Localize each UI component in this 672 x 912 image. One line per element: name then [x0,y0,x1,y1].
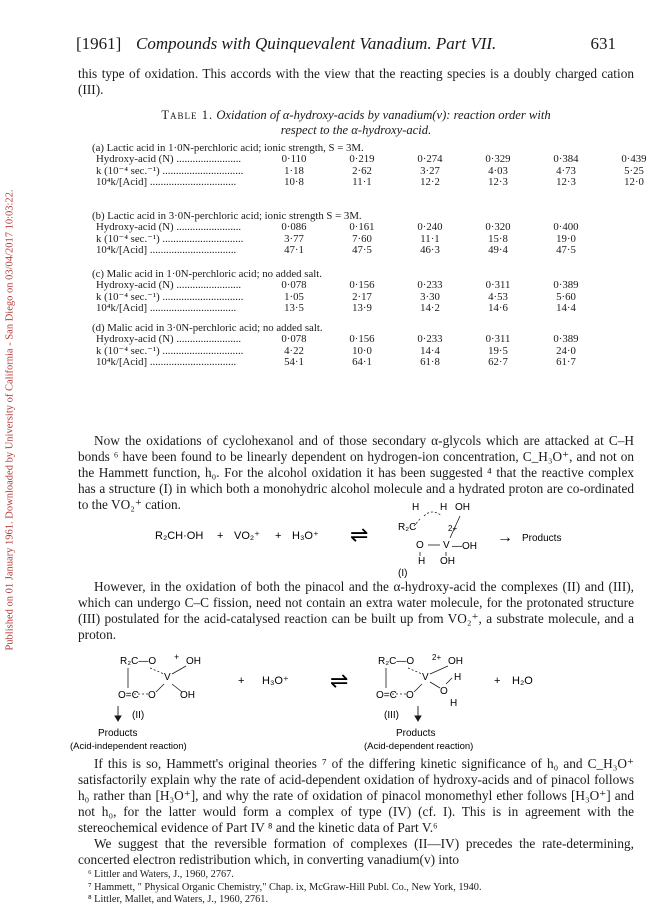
condition-left: (Acid-independent reaction) [70,741,187,752]
running-header [76,34,616,56]
footnote-7: ⁷ Hammett, " Physical Organic Chemistry," Chap. ix, McGraw-Hill Publ. Co., New York, 1940. [88,881,482,893]
download-watermark [0,100,20,740]
paragraph-2: However, in the oxidation of both the pinacol and the α-hydroxy-acid the complexes (II) and (III), which can undergo C–C fission, need not contain an extra water molecule, for the protonated structure (III) postulated for the acid-catalysed reaction can be built up from VO₂⁺, a substrate molecule, and a proton. [78,579,634,642]
table-cell: 4·53 [488,290,508,303]
table-cell: 12·3 [488,176,508,188]
row-label: Hydroxy-acid (N) ........................ [96,279,242,291]
products-right: Products [396,728,436,739]
svg-text:(II): (II) [132,710,145,721]
table-cell: 0·219 [349,153,375,165]
reaction-scheme-2 [0,646,672,752]
svg-text:O=C: O=C [376,690,397,701]
svg-text:OH: OH [186,656,201,667]
table-cell: 12·2 [420,176,440,188]
table-cell: 4·03 [488,164,508,177]
row-label: k (10⁻⁴ sec.⁻¹) .............................. [96,232,244,245]
svg-text:O: O [440,686,448,697]
row-label: Hydroxy-acid (N) ........................ [96,221,242,233]
table-section-heading: (d) Malic acid in 3·0N-perchloric acid; no added salt. [92,322,323,334]
table-cell: 1·18 [284,164,304,177]
v-center: V [443,540,450,551]
paragraph-3: If this is so, Hammett's original theories ⁷ of the differing kinetic significance of h₀ and C_H₃O⁺ satisfactorily explain why the rate of acid-dependent oxidation of hydroxy-acids and of pinacol follows h₀ rather than [H₃O⁺], and why the rate of oxidation of pinacol monomethyl ether follows [H₃O⁺] and not h₀, for the latter would form a complex of type (IV) (cf. I). This is in agreement with the stereochemical evidence of Part IV ⁸ and the kinetic data of Part V.⁶ [78,756,634,835]
table-cell: 4·22 [284,344,304,357]
table-label: Table 1. [161,108,214,122]
table-cell: 12·0 [624,176,644,188]
svg-text:O: O [148,690,156,701]
condition-right: (Acid-dependent reaction) [364,741,474,752]
row-label: 10⁴k/[Acid] ................................ [96,302,237,314]
table-cell: 1·05 [284,290,304,303]
table-cell: 10·8 [284,176,304,188]
table-cell: 3·30 [420,290,440,303]
table-cell: 10·0 [352,344,372,357]
table-cell: 0·078 [281,333,307,345]
row-label: k (10⁻⁴ sec.⁻¹) .............................. [96,164,244,177]
table-section-0 [96,154,668,189]
paragraph-1: Now the oxidations of cyclohexanol and of those secondary α-glycols which are attacked at C–H bonds ⁶ have been found to be linearly dependent on hydrogen-ion concentration, C_H₃O⁺, and not on the Hammett function, h₀. For the alcohol oxidation it has been suggested ⁴ that the reactive complex has a structure (I) in which both a monohydric alcohol molecule and a hydrated proton are co-ordinated to the VO₂⁺ cation. [78,433,634,512]
table-cell: 11·1 [352,176,372,188]
table-cell: 5·25 [624,164,644,177]
table-section-heading: (a) Lactic acid in 1·0N-perchloric acid; ionic strength, S = 3M. [92,142,364,154]
h2o: H₂O [512,675,533,687]
table-row [96,303,600,315]
complex-ii [118,652,201,721]
reaction-scheme-1 [0,494,672,578]
r2c: R₂C [398,522,417,533]
table-cell: 47·1 [284,244,304,256]
table-cell: 0·161 [349,221,375,233]
table-cell: 15·8 [488,232,508,245]
table-cell: 14·6 [488,302,508,314]
svg-text:V: V [164,672,171,683]
table-cell: 0·233 [417,279,443,291]
h-left: H [412,502,420,513]
row-label: 10⁴k/[Acid] ................................ [96,176,237,188]
table-cell: 3·77 [284,232,304,245]
table-cell: 54·1 [284,356,304,368]
table-section-2 [96,280,600,315]
table-cell: 0·320 [485,221,511,233]
table-caption-line1: Oxidation of α-hydroxy-acids by vanadium(v): reaction order with [216,108,551,122]
header-year: [1961] [76,34,122,53]
products-label: Products [522,533,562,544]
table-row [96,177,668,189]
plus-h3o: + [238,675,245,687]
table-row [96,280,600,292]
table-cell: 0·240 [417,221,443,233]
table-cell: 19·0 [556,232,576,245]
table-cell: 2·62 [352,164,372,177]
footnote-6: ⁶ Littler and Waters, J., 1960, 2767. [88,869,234,880]
products-arrow: → [497,529,513,546]
header-title: Compounds with Quinquevalent Vanadium. Part VII. [136,34,497,53]
table-section-1 [96,222,600,257]
table-cell: 0·311 [485,279,511,291]
row-label: 10⁴k/[Acid] ................................ [96,356,237,368]
intro-text: this type of oxidation. This accords with the view that the reacting species is a doubly charged cation (III). [78,66,634,97]
table-cell: 0·329 [485,153,511,165]
oh-right: —OH [452,541,477,552]
svg-text:O: O [406,690,414,701]
table-cell: 62·7 [488,356,508,368]
table-row [96,357,600,369]
products-left: Products [98,728,138,739]
complex-i-label: (I) [398,568,408,578]
table-section-3 [96,334,600,369]
table-cell: 61·7 [556,356,576,368]
table-cell: 4·73 [556,164,576,177]
table-cell: 0·384 [553,153,579,165]
svg-text:H: H [454,672,462,683]
table-cell: 24·0 [556,344,576,357]
table-cell: 0·156 [349,333,375,345]
svg-text:+: + [174,652,180,662]
oh-top: OH [455,502,470,513]
equilibrium-arrow-2: ⇌ [330,668,349,693]
table-cell: 14·4 [420,344,440,357]
svg-text:O=C: O=C [118,690,139,701]
table-cell: 13·9 [352,302,372,314]
plus-h2o: + [494,675,501,687]
table-cell: 0·274 [417,153,443,165]
svg-text:OH: OH [180,690,195,701]
table-cell: 7·60 [352,232,372,245]
footnote-8: ⁸ Littler, Mallet, and Waters, J., 1960, 2761. [88,894,269,905]
plus-2: + [275,530,282,542]
svg-text:V: V [422,672,429,683]
footnotes [88,869,482,907]
table-cell: 61·8 [420,356,440,368]
table-cell: 0·110 [281,153,307,165]
table-cell: 12·3 [556,176,576,188]
table-cell: 0·233 [417,333,443,345]
table-cell: 13·5 [284,302,304,314]
table-cell: 47·5 [556,244,576,256]
svg-text:2+: 2+ [432,653,442,662]
page-number: 631 [590,34,616,53]
table-caption-line2: respect to the α-hydroxy-acid. [280,123,432,137]
svg-text:(III): (III) [384,710,399,721]
table-cell: 14·2 [420,302,440,314]
table-cell: 19·5 [488,344,508,357]
row-label: Hydroxy-acid (N) ........................ [96,333,242,345]
table-cell: 0·389 [553,279,579,291]
table-cell: 0·389 [553,333,579,345]
table-row [96,154,668,166]
table-cell: 0·086 [281,221,307,233]
svg-text:OH: OH [448,656,463,667]
h-bottom: H [418,556,426,567]
row-label: k (10⁻⁴ sec.⁻¹) .............................. [96,290,244,303]
svg-text:R₂C—O: R₂C—O [378,656,415,667]
row-label: Hydroxy-acid (N) ........................ [96,153,242,165]
table-row [96,334,600,346]
table-caption [78,108,634,138]
table-cell: 47·5 [352,244,372,256]
table-row [96,222,600,234]
table-cell: 49·4 [488,244,508,256]
plus-1: + [217,530,224,542]
h-mid: H [440,502,448,513]
table-cell: 14·4 [556,302,576,314]
table-cell: 0·078 [281,279,307,291]
h3o-cation: H₃O⁺ [292,530,319,542]
table-cell: 11·1 [420,232,440,245]
svg-text:H: H [450,698,458,709]
charge-2plus: 2+ [448,524,458,533]
o-left: O [416,540,424,551]
table-row [96,245,600,257]
row-label: k (10⁻⁴ sec.⁻¹) .............................. [96,344,244,357]
svg-text:R₂C—O: R₂C—O [120,656,157,667]
oh-bottom: OH [440,556,455,567]
vo2-cation: VO₂⁺ [234,530,260,542]
table-cell: 0·400 [553,221,579,233]
table-cell: 5·60 [556,290,576,303]
r2ch-oh: R₂CH·OH [155,530,204,542]
table-cell: 2·17 [352,290,372,303]
table-section-heading: (c) Malic acid in 1·0N-perchloric acid; no added salt. [92,268,322,280]
download-note: Published on 01 January 1961. Downloaded by University of California - San Diego on 03/04/2017 10:03:22. [4,189,16,651]
table-cell: 3·27 [420,164,440,177]
h3o-cation-2: H₃O⁺ [262,675,289,687]
paragraph-4: We suggest that the reversible formation of complexes (II—IV) precedes the rate-determining, concerted electron redistribution which, in converting vanadium(v) into [78,836,634,867]
row-label: 10⁴k/[Acid] ................................ [96,244,237,256]
table-cell: 64·1 [352,356,372,368]
table-section-heading: (b) Lactic acid in 3·0N-perchloric acid; ionic strength S = 3M. [92,210,362,222]
equilibrium-arrow: ⇌ [350,522,369,547]
table-cell: 0·311 [485,333,511,345]
table-cell: 0·439 [621,153,647,165]
table-cell: 46·3 [420,244,440,256]
complex-iii [376,653,463,721]
table-cell: 0·156 [349,279,375,291]
